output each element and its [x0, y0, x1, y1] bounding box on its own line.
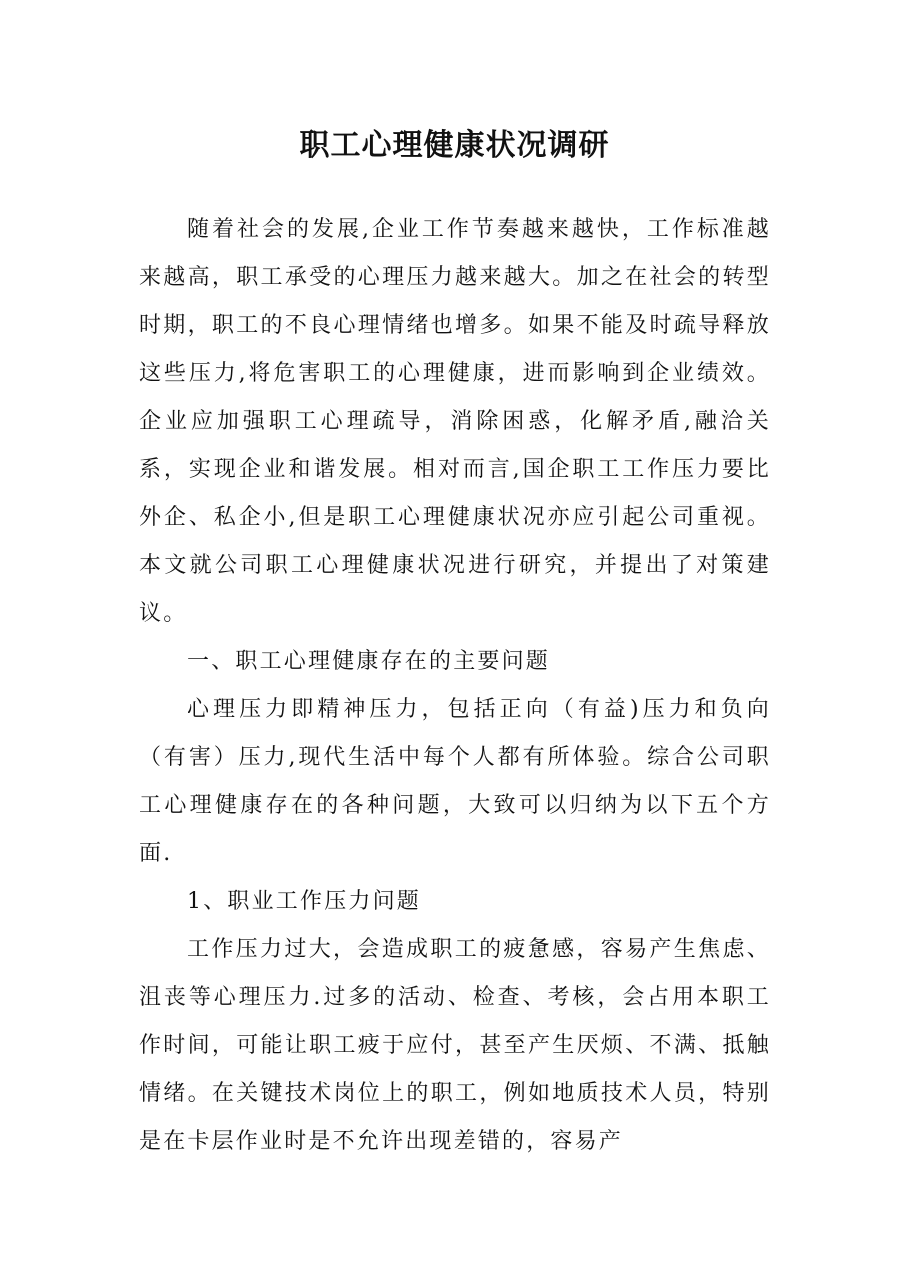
paragraph-work-pressure: 工作压力过大，会造成职工的疲惫感，容易产生焦虑、沮丧等心理压力.过多的活动、检查、考核，会占用本职工作时间，可能让职工疲于应付，甚至产生厌烦、不满、抵触情绪。在关键技术岗位上的职工，例如地质技术人员，特别是在卡层作业时是不允许出现差错的，容易产 — [139, 937, 771, 1154]
document-title: 职工心理健康状况调研 — [299, 128, 610, 163]
subsection-heading-work-pressure: 1、职业工作压力问题 — [187, 889, 421, 914]
paragraph-psychological-pressure: 心理压力即精神压力，包括正向（有益)压力和负向（有害）压力,现代生活中每个人都有所体验。综合公司职工心理健康存在的各种问题，大致可以归纳为以下五个方面. — [139, 697, 771, 866]
section-heading-main-problems: 一、职工心理健康存在的主要问题 — [187, 649, 551, 674]
document-body — [139, 206, 771, 1166]
paragraph-intro: 随着社会的发展,企业工作节奏越来越快，工作标准越来越高，职工承受的心理压力越来越大。加之在社会的转型时期，职工的不良心理情绪也增多。如果不能及时疏导释放这些压力,将危害职工的心理健康，进而影响到企业绩效。企业应加强职工心理疏导，消除困惑，化解矛盾,融洽关系，实现企业和谐发展。相对而言,国企职工工作压力要比外企、私企小,但是职工心理健康状况亦应引起公司重视。本文就公司职工心理健康状况进行研究，并提出了对策建议。 — [139, 217, 771, 626]
